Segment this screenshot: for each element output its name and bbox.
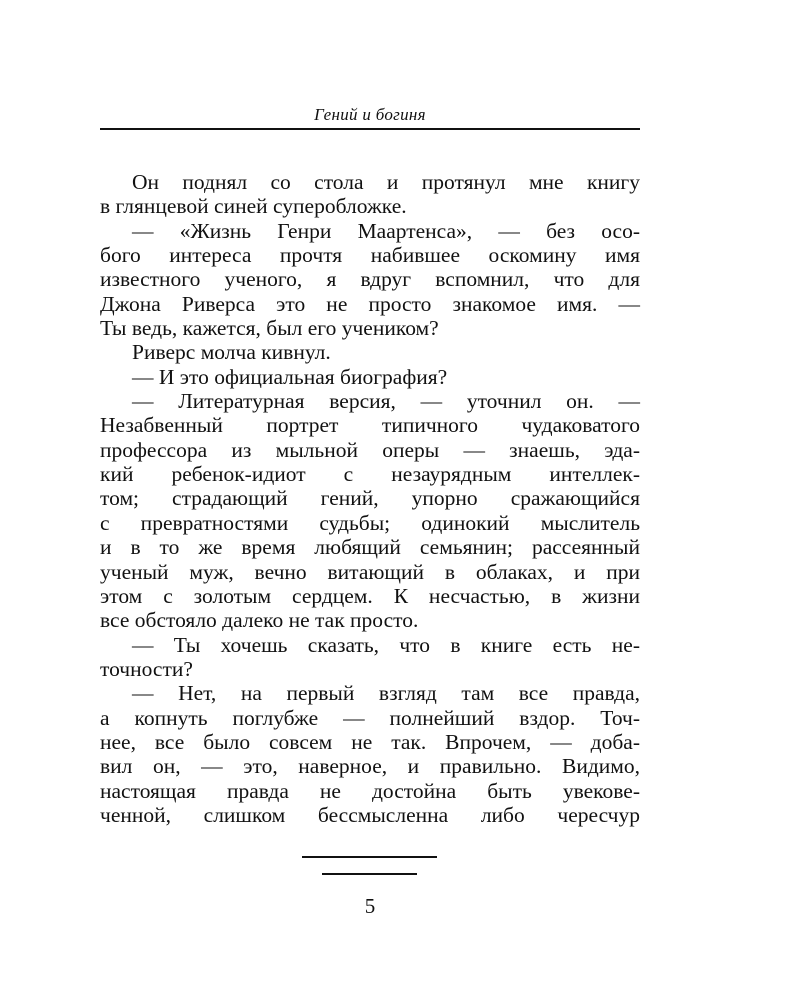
text-line: ченной, слишком бессмысленна либо чересчур: [100, 802, 640, 827]
footer-rule-short: [322, 873, 417, 875]
page-number: 5: [364, 894, 376, 918]
text-line: — Литературная версия, — уточнил он. —: [132, 389, 640, 414]
text-line: все обстояло далеко не так просто.: [100, 608, 419, 633]
footer-rule-long: [302, 856, 437, 858]
text-line: вил он, — это, наверное, и правильно. Видимо,: [100, 754, 640, 779]
text-line: и в то же время любящий семьянин; рассеянный: [100, 535, 640, 560]
text-line: этом с золотым сердцем. К несчастью, в жизни: [100, 583, 640, 608]
running-head: Гений и богиня: [314, 105, 426, 124]
header-rule: [100, 128, 640, 130]
text-line: с превратностями судьбы; одинокий мыслитель: [100, 510, 640, 535]
text-line: — И это официальная биография?: [132, 364, 448, 389]
text-line: настоящая правда не достойна быть увекове-: [100, 778, 640, 803]
text-line: Джона Риверса это не просто знакомое имя. —: [100, 291, 640, 316]
body-text: [100, 170, 640, 827]
text-line: Ты ведь, кажется, был его учеником?: [100, 316, 439, 341]
text-line: — «Жизнь Генри Маартенса», — без осо-: [132, 218, 640, 243]
text-line: кий ребенок-идиот с незаурядным интеллек-: [100, 462, 640, 487]
text-line: Незабвенный портрет типичного чудаковатого: [100, 413, 640, 438]
text-line: точности?: [100, 656, 193, 681]
text-line: бого интереса прочтя набившее оскомину имя: [100, 243, 640, 268]
text-line: профессора из мыльной оперы — знаешь, эда-: [100, 437, 640, 462]
text-line: известного ученого, я вдруг вспомнил, что для: [100, 267, 640, 292]
text-line: том; страдающий гений, упорно сражающийся: [100, 486, 640, 511]
text-line: ученый муж, вечно витающий в облаках, и при: [100, 559, 640, 584]
text-line: а копнуть поглубже — полнейший вздор. Точ-: [100, 705, 640, 730]
text-line: Риверс молча кивнул.: [132, 340, 331, 365]
text-line: в глянцевой синей суперобложке.: [100, 194, 407, 219]
text-line: — Нет, на первый взгляд там все правда,: [132, 681, 640, 706]
text-line: — Ты хочешь сказать, что в книге есть не-: [132, 632, 640, 657]
text-line: Он поднял со стола и протянул мне книгу: [132, 170, 640, 194]
text-line: нее, все было совсем не так. Впрочем, — доба-: [100, 729, 640, 754]
